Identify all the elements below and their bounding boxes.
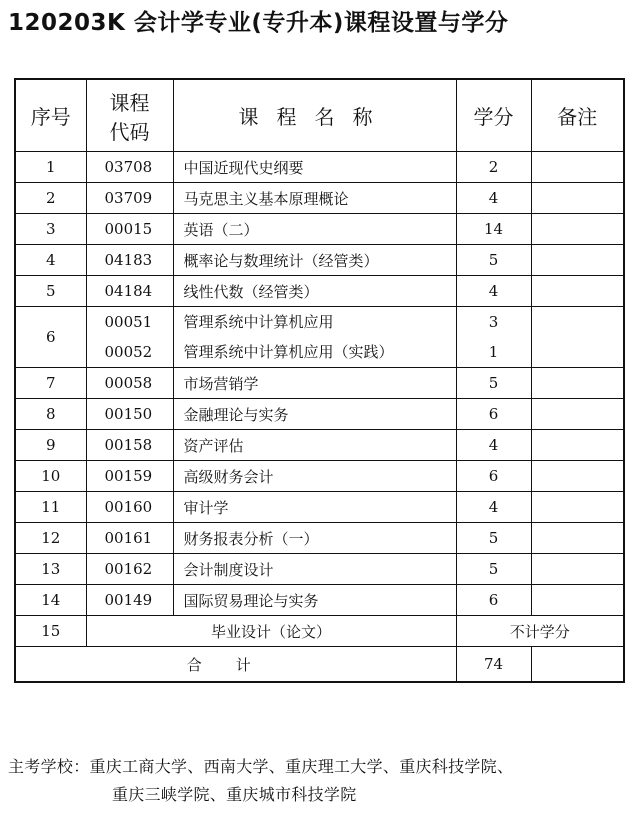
row-remark — [531, 183, 624, 214]
header-seq: 序号 — [15, 79, 86, 152]
row-seq: 13 — [15, 554, 86, 585]
table-row — [15, 368, 624, 399]
row-name: 高级财务会计 — [173, 461, 456, 492]
footer-line-1: 主考学校：重庆工商大学、西南大学、重庆理工大学、重庆科技学院、 — [8, 757, 514, 776]
table-row — [15, 152, 624, 183]
row-seq: 8 — [15, 399, 86, 430]
row-credit: 5 — [456, 523, 531, 554]
table-row — [15, 307, 624, 368]
row-name: 市场营销学 — [173, 368, 456, 399]
row-name: 中国近现代史纲要 — [173, 152, 456, 183]
row-name — [173, 307, 456, 368]
row-name: 线性代数（经管类） — [173, 276, 456, 307]
row-credit: 4 — [456, 276, 531, 307]
row-seq: 7 — [15, 368, 86, 399]
row-seq: 9 — [15, 430, 86, 461]
graduation-credit-note: 不计学分 — [456, 616, 624, 647]
row-credit: 2 — [456, 152, 531, 183]
row-seq: 10 — [15, 461, 86, 492]
row-code: 04184 — [86, 276, 173, 307]
table-row — [15, 554, 624, 585]
row-remark — [531, 214, 624, 245]
table-row — [15, 585, 624, 616]
table-row — [15, 276, 624, 307]
row-name: 会计制度设计 — [173, 554, 456, 585]
row-credit: 4 — [456, 430, 531, 461]
row-remark — [531, 554, 624, 585]
table-row — [15, 430, 624, 461]
row-name: 资产评估 — [173, 430, 456, 461]
table-row — [15, 399, 624, 430]
sub-credit: 3 — [488, 313, 499, 331]
table-row — [15, 183, 624, 214]
total-value: 74 — [456, 647, 531, 683]
row-credit: 4 — [456, 492, 531, 523]
row-credit: 6 — [456, 585, 531, 616]
row-credit: 5 — [456, 368, 531, 399]
header-name-text: 课程名称 — [238, 105, 391, 129]
graduation-row — [15, 616, 624, 647]
row-credit: 5 — [456, 554, 531, 585]
row-seq: 15 — [15, 616, 86, 647]
row-name: 概率论与数理统计（经管类） — [173, 245, 456, 276]
row-code: 00162 — [86, 554, 173, 585]
row-seq: 14 — [15, 585, 86, 616]
row-code: 00149 — [86, 585, 173, 616]
row-credit: 14 — [456, 214, 531, 245]
row-code: 03709 — [86, 183, 173, 214]
row-remark — [531, 368, 624, 399]
total-label-text: 合计 — [186, 655, 285, 674]
row-remark — [531, 461, 624, 492]
row-credit: 6 — [456, 399, 531, 430]
row-seq: 12 — [15, 523, 86, 554]
row-remark — [531, 152, 624, 183]
row-remark — [531, 523, 624, 554]
table-row — [15, 523, 624, 554]
row-code: 04183 — [86, 245, 173, 276]
total-row — [15, 647, 624, 683]
row-seq: 4 — [15, 245, 86, 276]
row-code: 00158 — [86, 430, 173, 461]
row-code: 00159 — [86, 461, 173, 492]
row-code — [86, 307, 173, 368]
row-remark — [531, 399, 624, 430]
sub-code: 00051 — [104, 313, 153, 331]
sub-code: 00052 — [104, 343, 153, 361]
header-name — [173, 79, 456, 152]
row-remark — [531, 430, 624, 461]
row-code: 00161 — [86, 523, 173, 554]
row-seq: 6 — [15, 307, 86, 368]
row-name: 马克思主义基本原理概论 — [173, 183, 456, 214]
row-code: 03708 — [86, 152, 173, 183]
header-code-line1: 课程 — [109, 90, 150, 115]
header-remark: 备注 — [531, 79, 624, 152]
page-title: 120203K 会计学专业(专升本)课程设置与学分 — [8, 10, 509, 36]
row-seq: 11 — [15, 492, 86, 523]
row-remark — [531, 492, 624, 523]
footer-line-2: 重庆三峡学院、重庆城市科技学院 — [112, 785, 357, 804]
graduation-name: 毕业设计（论文） — [86, 616, 456, 647]
row-seq: 5 — [15, 276, 86, 307]
table-row — [15, 492, 624, 523]
row-credit: 4 — [456, 183, 531, 214]
sub-credit: 1 — [488, 343, 499, 361]
table-row — [15, 245, 624, 276]
row-seq: 1 — [15, 152, 86, 183]
sub-name: 管理系统中计算机应用（实践） — [183, 343, 394, 361]
header-credit: 学分 — [456, 79, 531, 152]
table-row — [15, 214, 624, 245]
total-remark — [531, 647, 624, 683]
row-remark — [531, 245, 624, 276]
header-code — [86, 79, 173, 152]
row-name: 国际贸易理论与实务 — [173, 585, 456, 616]
row-name: 审计学 — [173, 492, 456, 523]
row-remark — [531, 585, 624, 616]
row-remark — [531, 307, 624, 368]
row-code: 00160 — [86, 492, 173, 523]
header-code-line2: 代码 — [109, 119, 150, 144]
row-seq: 3 — [15, 214, 86, 245]
row-credit: 6 — [456, 461, 531, 492]
row-name: 财务报表分析（一） — [173, 523, 456, 554]
row-code: 00058 — [86, 368, 173, 399]
row-seq: 2 — [15, 183, 86, 214]
total-label — [15, 647, 456, 683]
row-credit — [456, 307, 531, 368]
row-credit: 5 — [456, 245, 531, 276]
course-table — [14, 78, 625, 683]
sub-name: 管理系统中计算机应用 — [183, 313, 334, 331]
table-row — [15, 461, 624, 492]
row-name: 金融理论与实务 — [173, 399, 456, 430]
exam-schools-note — [8, 753, 640, 809]
row-code: 00150 — [86, 399, 173, 430]
row-code: 00015 — [86, 214, 173, 245]
table-header-row — [15, 79, 624, 152]
row-name: 英语（二） — [173, 214, 456, 245]
row-remark — [531, 276, 624, 307]
